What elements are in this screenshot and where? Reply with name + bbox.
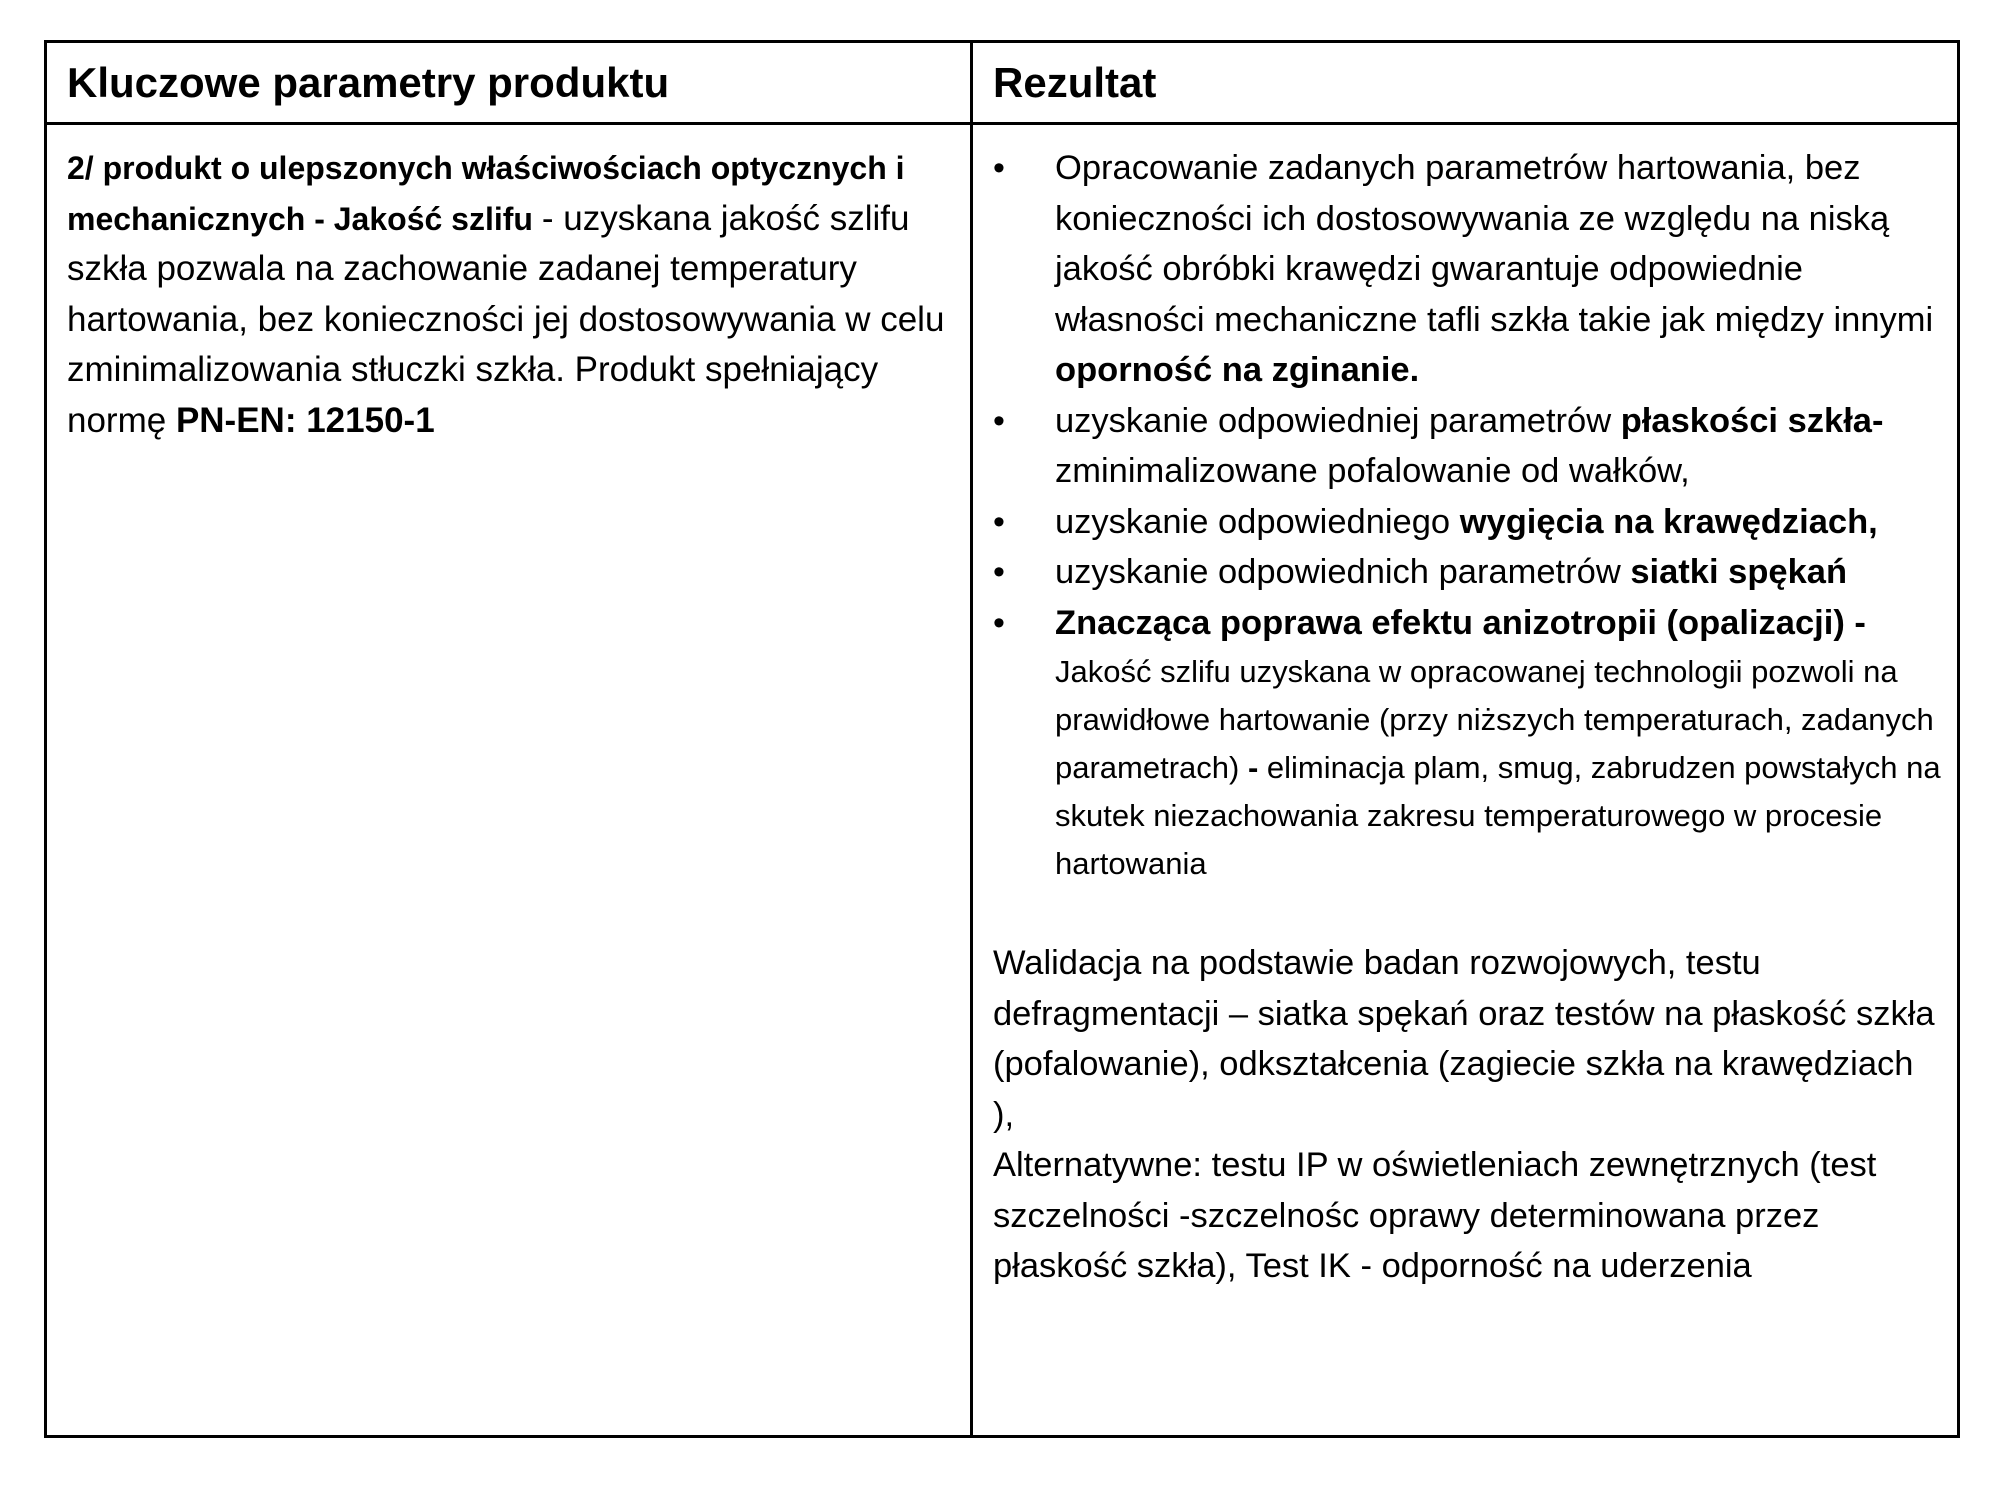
bullet-bold: siatki spękań <box>1630 553 1848 591</box>
bullet-text: uzyskanie odpowiedniej parametrów <box>1055 401 1621 440</box>
bullet-icon: • <box>993 603 1005 642</box>
list-item <box>993 547 1943 598</box>
bullet-icon: • <box>993 553 1005 591</box>
product-parameters-table <box>44 40 1960 1438</box>
bullet-bold: wygięcia na krawędziach, <box>1459 502 1878 541</box>
list-item <box>993 396 1943 497</box>
product-description: - uzyskana jakość szlifu szkła pozwala na zachowanie zadanej temperatury hartowania, bez konieczności jej dostosowywania w celu zminimalizowania stłuczki szkła. Produkt spełniający normę <box>67 198 945 440</box>
column-divider <box>970 43 973 1435</box>
bullet-subtext-1: Jakość szlifu uzyskana w opracowanej technologii pozwoli na prawidłowe hartowanie (przy niższych temperaturach, zadanych parametrach) <box>1055 654 1934 785</box>
bullet-icon: • <box>993 502 1005 541</box>
list-item <box>993 143 1943 396</box>
header-key-parameters: Kluczowe parametry produktu <box>67 59 670 106</box>
bullet-icon: • <box>993 401 1005 440</box>
bullet-text: Opracowanie zadanych parametrów hartowania, bez konieczności ich dostosowywania ze względu na niską jakość obróbki krawędzi gwarantuje odpowiednie własności mechaniczne tafli szkła takie jak między innymi <box>1055 149 1934 339</box>
bullet-text: uzyskanie odpowiedniego <box>1055 502 1460 541</box>
bullet-subtext <box>1055 648 1943 888</box>
bullet-subtext-2: eliminacja plam, smug, zabrudzen powstałych na skutek niezachowania zakresu temperaturowego w procesie hartowania <box>1055 750 1941 881</box>
bullet-bold: płaskości szkła- <box>1620 401 1884 440</box>
validation-text: Walidacja na podstawie badan rozwojowych, testu defragmentacji – siatka spękań oraz testów na płaskość szkła (pofalowanie), odkształcenia (zagiecie szkła na krawędziach ), <box>993 944 1935 1134</box>
list-item <box>993 497 1943 548</box>
result-bullet-list <box>993 143 1943 888</box>
bullet-bold: oporność na zginanie. <box>1055 351 1420 389</box>
header-divider <box>47 122 1957 125</box>
bullet-text-after: zminimalizowane pofalowanie od wałków, <box>1055 452 1690 490</box>
list-item <box>993 598 1943 889</box>
result-cell <box>993 143 1943 1292</box>
key-parameters-cell <box>67 143 952 446</box>
bullet-icon: • <box>993 149 1005 187</box>
bullet-text: uzyskanie odpowiednich parametrów <box>1055 553 1631 591</box>
alternative-text: Alternatywne: testu IP w oświetleniach zewnętrznych (test szczelności -szczelnośc oprawy determinowana przez płaskość szkła), Test IK - odporność na uderzenia <box>993 1146 1877 1285</box>
bullet-bold: Znacząca poprawa efektu anizotropii (opalizacji) - <box>1055 603 1866 642</box>
header-result: Rezultat <box>993 59 1157 106</box>
product-intro: 2/ produkt o ulepszonych właściwościach optycznych i mechanicznych - Jakość szlifu <box>67 150 905 237</box>
bullet-subtext-dash: - <box>1247 750 1259 785</box>
norm-reference: PN-EN: 12150-1 <box>175 400 435 440</box>
